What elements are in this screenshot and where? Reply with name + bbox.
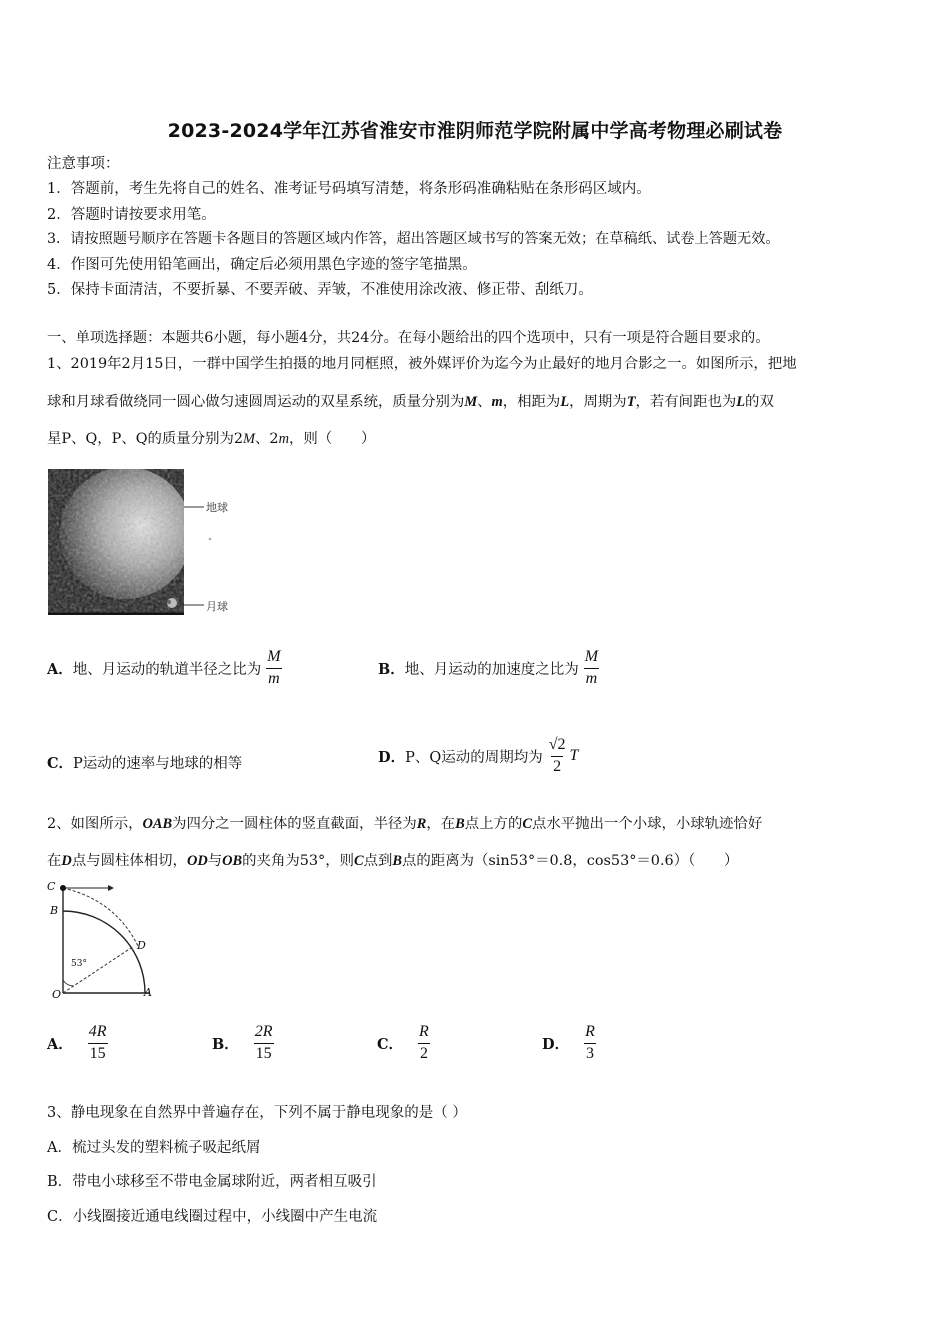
notice-item-4: 4．作图可先使用铅笔画出，确定后必须用黑色字迹的签字笔描黑。 (47, 257, 477, 273)
quarter-arc (63, 911, 145, 993)
label-b: B (50, 904, 59, 917)
label-a: A (144, 986, 152, 999)
fraction-2r-15: $\frac{2R}{15}$ (254, 1022, 273, 1062)
label-c: C (47, 880, 56, 893)
label-angle: 53° (71, 959, 87, 969)
q2-option-c[interactable]: C． $\frac{R}{2}$ (377, 1022, 429, 1062)
q3-option-c[interactable]: C．小线圈接近通电线圈过程中，小线圈中产生电流 (47, 1209, 378, 1225)
label-earth: 地球 (206, 501, 228, 514)
q2-option-b[interactable]: B． $\frac{2R}{15}$ (212, 1022, 273, 1062)
q1-option-c[interactable]: C．P运动的速率与地球的相等 (47, 755, 243, 772)
notice-item-3: 3．请按照题号顺序在答题卡各题目的答题区域内作答，超出答题区域书写的答案无效；在草稿纸、试卷上答题无效。 (47, 231, 780, 247)
q2-option-a[interactable]: A． $\frac{4R}{15}$ (47, 1022, 107, 1062)
q1-option-d[interactable]: D． P、Q运动的周期均为 $\frac{√2}{2}$ T (378, 735, 579, 775)
earth-moon-photo (48, 469, 184, 615)
fraction-4r-15: $\frac{4R}{15}$ (88, 1022, 107, 1062)
q1-option-a[interactable]: A． 地、月运动的轨道半径之比为 $\frac{M}{m}$ (47, 647, 281, 687)
label-o: O (52, 988, 62, 1001)
fraction-sqrt2-over-2: $\frac{√2}{2}$ (548, 735, 566, 775)
q3-stem: 3、静电现象在自然界中普遍存在，下列不属于静电现象的是（ ） (47, 1105, 467, 1121)
q2-option-d[interactable]: D． $\frac{R}{3}$ (542, 1022, 595, 1062)
notice-item-2: 2．答题时请按要求用笔。 (47, 207, 216, 223)
q2-stem-line1: 2、如图所示，OAB为四分之一圆柱体的竖直截面，半径为R，在B点上方的C点水平抛出一个小球，小球轨迹恰好 (47, 816, 763, 832)
q1-option-b[interactable]: B． 地、月运动的加速度之比为 $\frac{M}{m}$ (378, 647, 599, 687)
q1-stem-line1: 1、2019年2月15日，一群中国学生拍摄的地月同框照，被外媒评价为迄今为止最好的地月合影之一。如图所示，把地 (47, 356, 797, 372)
fraction-m-over-m: $\frac{M}{m}$ (584, 647, 599, 687)
fraction-r-3: $\frac{R}{3}$ (585, 1022, 595, 1062)
q2-stem-line2: 在D点与圆柱体相切，OD与OB的夹角为53°，则C点到B点的距离为（sin53°＝0.8，cos53°＝0.6）（ ） (47, 853, 739, 869)
earth-moon-image (48, 469, 184, 615)
notice-item-1: 1．答题前，考生先将自己的姓名、准考证号码填写清楚，将条形码准确粘贴在条形码区域内。 (47, 181, 651, 197)
page-title: 2023-2024学年江苏省淮安市淮阴师范学院附属中学高考物理必刷试卷 (167, 120, 783, 142)
q1-stem-line2: 球和月球看做绕同一圆心做匀速圆周运动的双星系统，质量分别为M、m，相距为L，周期为T，若有间距也为L的双 (47, 394, 774, 410)
q1-stem-line3: 星P、Q，P、Q的质量分别为2M、2m，则（ ） (47, 431, 376, 447)
section-heading: 一、单项选择题：本题共6小题，每小题4分，共24分。在每小题给出的四个选项中，只有一项是符合题目要求的。 (47, 330, 770, 346)
notice-item-5: 5．保持卡面清洁，不要折暴、不要弄破、弄皱，不准使用涂改液、修正带、刮纸刀。 (47, 282, 593, 298)
fraction-m-over-m: $\frac{M}{m}$ (267, 647, 281, 687)
q3-option-b[interactable]: B．带电小球移至不带电金属球附近，两者相互吸引 (47, 1174, 377, 1190)
label-moon: 月球 (206, 600, 228, 613)
ball-trajectory (63, 888, 139, 948)
point-c (60, 885, 66, 891)
fraction-r-2: $\frac{R}{2}$ (419, 1022, 429, 1062)
notice-heading: 注意事项： (47, 156, 120, 172)
q3-option-a[interactable]: A．梳过头发的塑料梳子吸起纸屑 (47, 1140, 261, 1156)
label-d: D (137, 939, 146, 952)
